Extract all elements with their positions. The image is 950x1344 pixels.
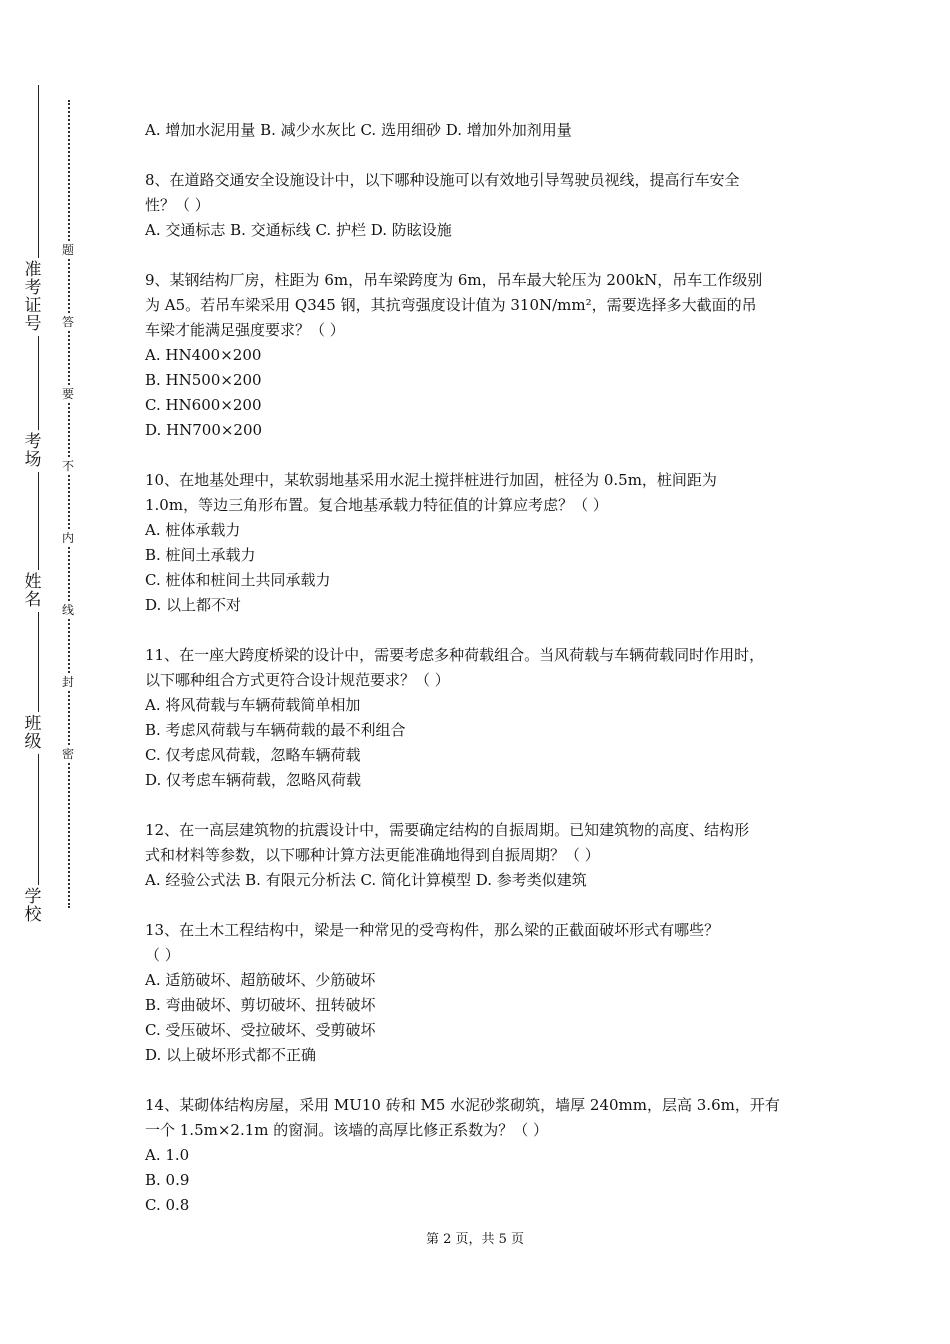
option-c: C. HN600×200 — [145, 396, 262, 414]
question-stem: 性？（ ） — [145, 196, 210, 214]
question-11 — [145, 643, 825, 793]
option-b: B. 弯曲破坏、剪切破坏、扭转破坏 — [145, 996, 376, 1014]
option-d: D. HN700×200 — [145, 421, 263, 439]
question-8 — [145, 168, 825, 243]
question-12 — [145, 818, 825, 893]
question-10 — [145, 468, 825, 618]
admission-number-label: 准考证号 — [24, 260, 42, 334]
class-label: 班级 — [24, 714, 42, 752]
option-c: C. 桩体和桩间土共同承载力 — [145, 571, 331, 589]
question-stem: 为 A5。若吊车梁采用 Q345 钢，其抗弯强度设计值为 310N/mm²，需要选择多大截面的吊 — [145, 296, 757, 314]
exam-room-label: 考场 — [24, 432, 42, 470]
student-name-label: 姓名 — [24, 572, 42, 610]
question-options: A. 经验公式法 B. 有限元分析法 C. 简化计算模型 D. 参考类似建筑 — [145, 871, 587, 889]
option-b: B. 桩间土承载力 — [145, 546, 256, 564]
option-b: B. 0.9 — [145, 1171, 190, 1189]
option-b: B. 考虑风荷载与车辆荷载的最不利组合 — [145, 721, 406, 739]
option-a: A. 1.0 — [145, 1146, 190, 1164]
question-stem: 车梁才能满足强度要求？（ ） — [145, 321, 345, 339]
option-a: A. 适筋破坏、超筋破坏、少筋破坏 — [145, 971, 376, 989]
seal-note: 内 — [61, 531, 74, 545]
question-list — [145, 118, 825, 1218]
option-d: D. 以上破坏形式都不正确 — [145, 1046, 317, 1064]
option-c: C. 受压破坏、受拉破坏、受剪破坏 — [145, 1021, 376, 1039]
question-options: A. 交通标志 B. 交通标线 C. 护栏 D. 防眩设施 — [145, 221, 452, 239]
option-b: B. HN500×200 — [145, 371, 262, 389]
option-c: C. 0.8 — [145, 1196, 190, 1214]
school-label: 学校 — [24, 887, 42, 925]
question-stem: 14、某砌体结构房屋，采用 MU10 砖和 M5 水泥砂浆砌筑，墙厚 240mm，层高 3.6m，开有 — [145, 1096, 780, 1114]
question-stem: 12、在一高层建筑物的抗震设计中，需要确定结构的自振周期。已知建筑物的高度、结构形 — [145, 821, 750, 839]
seal-note: 题 — [61, 243, 74, 257]
seal-note: 要 — [61, 387, 74, 401]
question-stem: 以下哪种组合方式更符合设计规范要求？（ ） — [145, 671, 450, 689]
question-stem: 一个 1.5m×2.1m 的窗洞。该墙的高厚比修正系数为？（ ） — [145, 1121, 549, 1139]
binding-solid-line — [38, 85, 39, 925]
binding-dotted-line — [68, 100, 70, 908]
seal-note: 线 — [61, 603, 74, 617]
option-d: D. 仅考虑车辆荷载，忽略风荷载 — [145, 771, 362, 789]
option-d: D. 以上都不对 — [145, 596, 242, 614]
seal-note: 封 — [61, 675, 74, 689]
option-a: A. 桩体承载力 — [145, 521, 241, 539]
seal-note: 答 — [61, 315, 74, 329]
option-c: C. 仅考虑风荷载，忽略车辆荷载 — [145, 746, 361, 764]
question-stem: 8、在道路交通安全设施设计中，以下哪种设施可以有效地引导驾驶员视线，提高行车安全 — [145, 171, 740, 189]
question-9 — [145, 268, 825, 443]
question-13 — [145, 918, 825, 1068]
binding-margin — [0, 0, 90, 1344]
option-a: A. 将风荷载与车辆荷载简单相加 — [145, 696, 361, 714]
question-stem: 式和材料等参数，以下哪种计算方法更能准确地得到自振周期？（ ） — [145, 846, 600, 864]
question-stem: 9、某钢结构厂房，柱距为 6m，吊车梁跨度为 6m，吊车最大轮压为 200kN，吊车工作级别 — [145, 271, 763, 289]
question-stem: 1.0m，等边三角形布置。复合地基承载力特征值的计算应考虑？（ ） — [145, 496, 608, 514]
seal-note: 不 — [61, 459, 74, 473]
question-14 — [145, 1093, 825, 1218]
question-stem: 11、在一座大跨度桥梁的设计中，需要考虑多种荷载组合。当风荷载与车辆荷载同时作用时， — [145, 646, 765, 664]
option-a: A. HN400×200 — [145, 346, 262, 364]
seal-note: 密 — [61, 747, 74, 761]
question-stem: 13、在土木工程结构中，梁是一种常见的受弯构件，那么梁的正截面破坏形式有哪些？ — [145, 921, 720, 939]
question-stem: 10、在地基处理中，某软弱地基采用水泥土搅拌桩进行加固，桩径为 0.5m，桩间距为 — [145, 471, 717, 489]
question-stem: （ ） — [145, 946, 180, 964]
page-footer: 第 2 页，共 5 页 — [425, 1232, 525, 1247]
q7-options: A. 增加水泥用量 B. 减少水灰比 C. 选用细砂 D. 增加外加剂用量 — [145, 121, 572, 139]
